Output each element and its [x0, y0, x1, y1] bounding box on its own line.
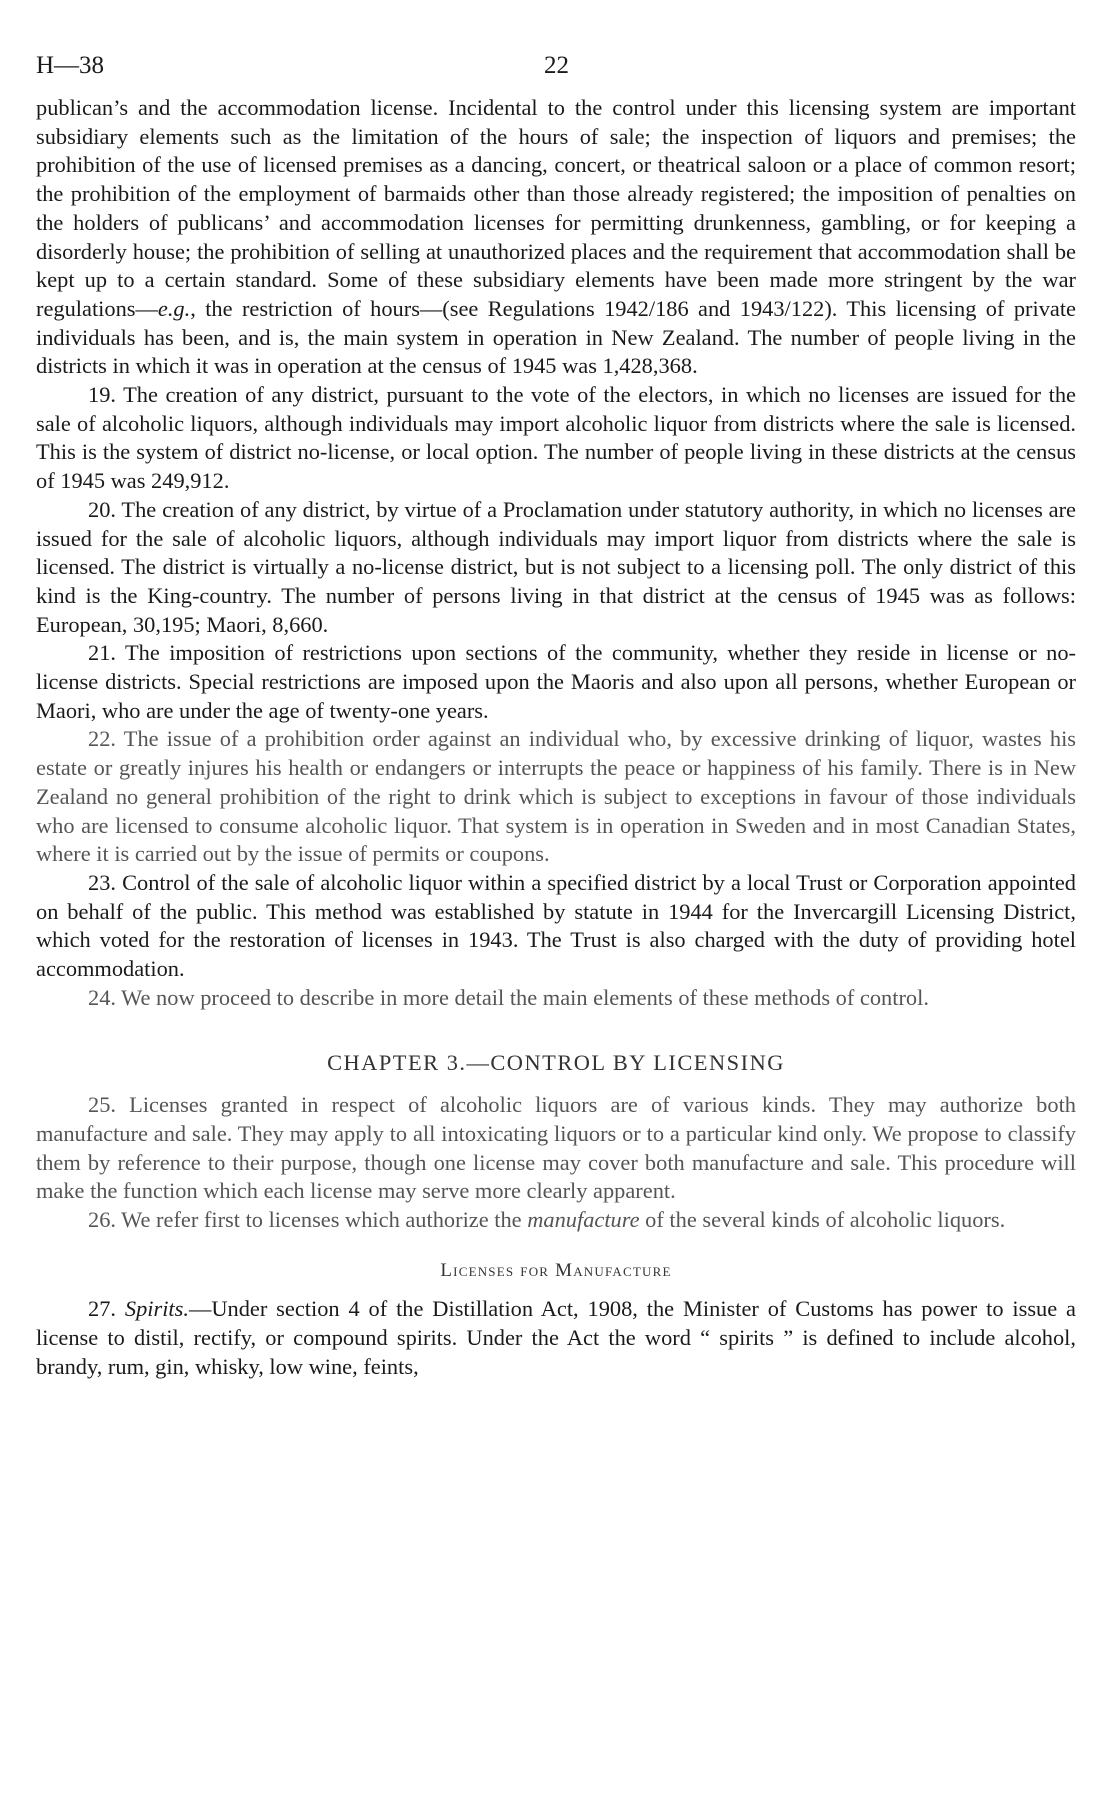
- document-body: [36, 94, 1076, 1382]
- document-page: [36, 52, 1076, 1382]
- paragraph-20: 20. The creation of any district, by virtue of a Proclamation under statutory authority, in which no licenses are issued for the sale of alcoholic liquors, although individuals may import liquor from districts where the sale is licensed. The district is virtually a no-license district, but is not subject to a licensing poll. The only district of this kind is the King-country. The number of persons living in that district at the census of 1945 was as follows: European, 30,195; Maori, 8,660.: [36, 496, 1076, 637]
- paragraph-number: 27.: [88, 1296, 125, 1322]
- paragraph-text: , the restriction of hours—(see Regulations 1942/186 and 1943/122). This licensing of private individuals has been, and is, the main system in operation in New Zealand. The number of people living in the districts in which it was in operation at the census of 1945 was 1,428,368.: [36, 295, 1076, 379]
- page-number: 22: [544, 52, 569, 79]
- paragraph-text: —Under section 4 of the Distillation Act, 1908, the Minister of Customs has power to issue a license to distil, rectify, or compound spirits. Under the Act the word “ spirits ” is defined to include alcohol, brandy, rum, gin, whisky, low wine, feints,: [36, 1296, 1076, 1379]
- paragraph-24: 24. We now proceed to describe in more detail the main elements of these methods of control.: [88, 984, 929, 1010]
- chapter-heading: CHAPTER 3.—CONTROL BY LICENSING: [327, 1049, 785, 1075]
- paragraph-text: publican’s and the accommodation license. Incidental to the control under this licensing system are important subsidiary elements such as the limitation of the hours of sale; the inspection of liquors and premises; the prohibition of the use of licensed premises as a dancing, concert, or theatrical saloon or a place of common resort; the prohibition of the employment of barmaids other than those already registered; the imposition of penalties on the holders of publicans’ and accommodation licenses for permitting drunkenness, gambling, or for keeping a disorderly house; the prohibition of selling at unauthorized places and the requirement that accommodation shall be kept up to a certain standard. Some of these subsidiary elements have been made more stringent by the war regulations—: [36, 95, 1076, 321]
- paragraph-25: 25. Licenses granted in respect of alcoholic liquors are of various kinds. They may authorize both manufacture and sale. They may apply to all intoxicating liquors or to a particular kind only. We propose to classify them by reference to their purpose, though one license may cover both manufacture and sale. This procedure will make the function which each license may serve more clearly apparent.: [36, 1092, 1076, 1204]
- paragraph-23: 23. Control of the sale of alcoholic liquor within a specified district by a local Trust or Corporation appointed on behalf of the public. This method was established by statute in 1944 for the Invercargill Licensing District, which voted for the restoration of licenses in 1943. The Trust is also charged with the duty of providing hotel accommodation.: [36, 869, 1076, 982]
- paragraph-text: 26. We refer first to licenses which authorize the: [88, 1207, 528, 1233]
- paragraph-text: of the several kinds of alcoholic liquors.: [639, 1207, 1006, 1233]
- paragraph-19: 19. The creation of any district, pursuant to the vote of the electors, in which no licenses are issued for the sale of alcoholic liquors, although individuals may import alcoholic liquor from districts where the sale is licensed. This is the system of district no-license, or local option. The number of people living in these districts at the census of 1945 was 249,912.: [36, 382, 1076, 494]
- italic-text: e.g.: [157, 295, 191, 321]
- paragraph-22: 22. The issue of a prohibition order against an individual who, by excessive drinking of liquor, wastes his estate or greatly injures his health or endangers or interrupts the peace or happiness of his family. There is in New Zealand no general prohibition of the right to drink which is subject to exceptions in favour of those individuals who are licensed to consume alcoholic liquor. That system is in operation in Sweden and in most Canadian States, where it is carried out by the issue of permits or coupons.: [36, 726, 1076, 867]
- document-reference: H—38: [36, 52, 105, 79]
- italic-text: Spirits.: [124, 1296, 189, 1322]
- paragraph-continued: [36, 94, 1076, 381]
- page-header: [36, 52, 1076, 94]
- italic-text: manufacture: [527, 1207, 640, 1233]
- paragraph-27: [36, 1295, 1076, 1381]
- section-subheading: Licenses for Manufacture: [440, 1259, 672, 1281]
- paragraph-21: 21. The imposition of restrictions upon sections of the community, whether they reside in license or no-license districts. Special restrictions are imposed upon the Maoris and also upon all persons, whether European or Maori, who are under the age of twenty-one years.: [36, 640, 1076, 723]
- paragraph-26: [36, 1206, 1076, 1235]
